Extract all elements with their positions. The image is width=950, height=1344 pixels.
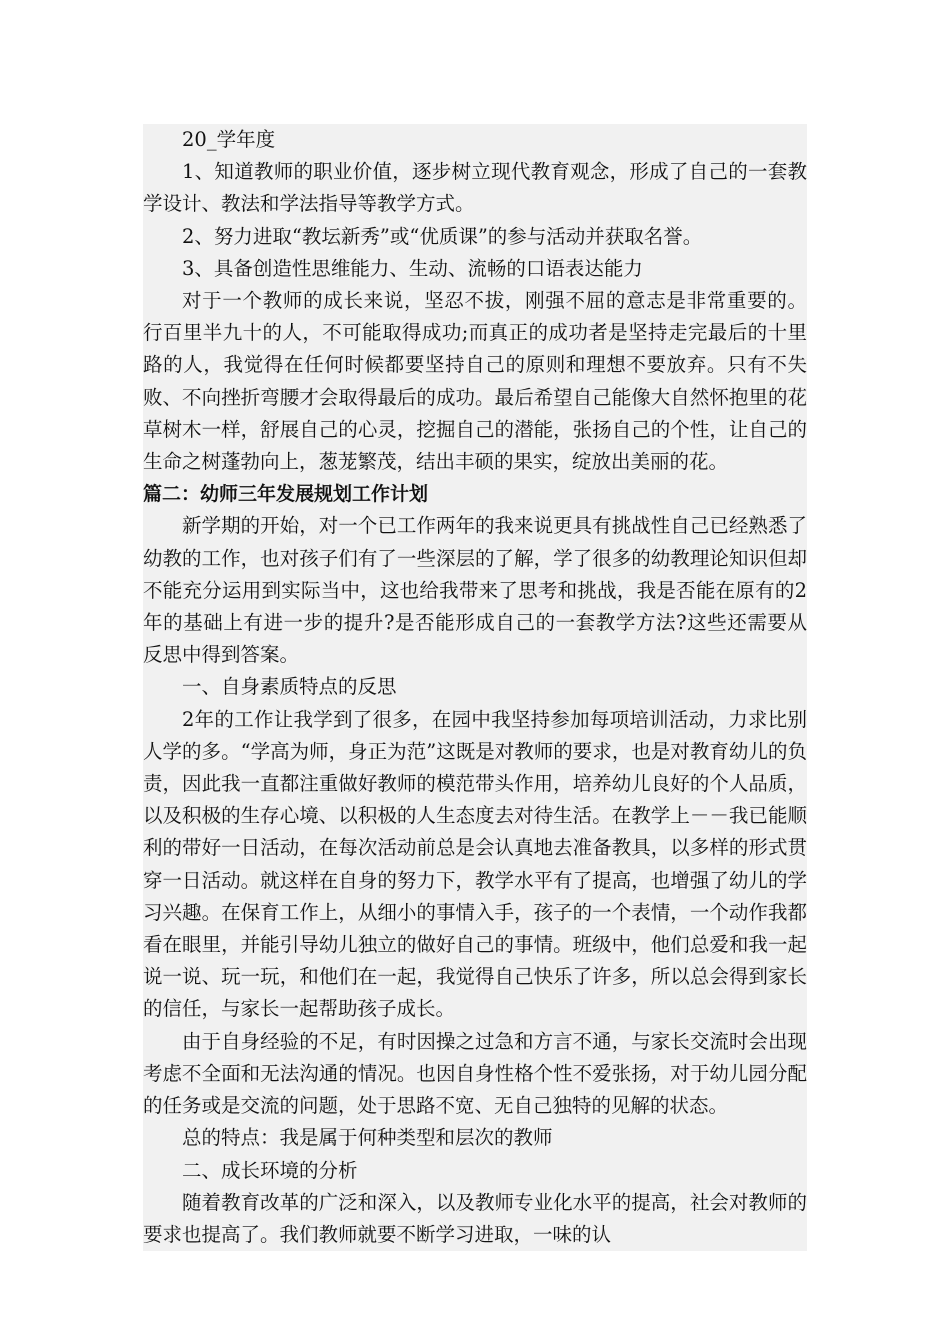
- paragraph-education-reform: 随着教育改革的广泛和深入，以及教师专业化水平的提高，社会对教师的要求也提高了。我们教师就要不断学习进取，一味的认: [143, 1190, 807, 1246]
- paragraph-school-year: 20_学年度: [182, 128, 276, 151]
- paragraph-perseverance: 对于一个教师的成长来说，坚忍不拔，刚强不屈的意志是非常重要的。 行百里半九十的人，不可能取得成功;而真正的成功者是坚持走完最后的十里路的人，我觉得在任何时候都要坚持自己的原则和理想不要放弃。只有不失败、不向挫折弯腰才会取得最后的成功。最后希望自己能像大自然怀抱里的花草树木一样，舒展自己的心灵，挖掘自己的潜能，张扬自己的个性，让自己的生命之树蓬勃向上，葱茏繁茂，结出丰硕的果实，绽放出美丽的花。: [143, 289, 807, 474]
- paragraph-overall-traits: 总的特点：我是属于何种类型和层次的教师: [182, 1126, 553, 1150]
- paragraph-two-years-work: 2年的工作让我学到了很多，在园中我坚持参加每项培训活动，力求比别人学的多。“学高为师，身正为范”这既是对教师的要求，也是对教育幼儿的负责，因此我一直都注重做好教师的模范带头作用，培养幼儿良好的个人品质，以及积极的生存心境、以积极的人生态度去对待生活。在教学上－－我已能顺利的带好一日活动，在每次活动前总是会认真地去准备教具，以多样的形式贯穿一日活动。就这样在自身的努力下，教学水平有了提高，也增强了幼儿的学习兴趣。在保育工作上，从细小的事情入手，孩子的一个表情，一个动作我都看在眼里，并能引导幼儿独立的做好自己的事情。班级中，他们总爱和我一起说一说、玩一玩，和他们在一起，我觉得自己快乐了许多，所以总会得到家长的信任，与家长一起帮助孩子成长。: [143, 707, 807, 1021]
- subheading-growth-environment: 二、成长环境的分析: [182, 1158, 358, 1182]
- paragraph-new-semester: 新学期的开始，对一个已工作两年的我来说更具有挑战性自己已经熟悉了幼教的工作，也对孩子们有了一些深层的了解，学了很多的幼教理论知识但却不能充分运用到实际当中，这也给我带来了思考和挑战，我是否能在原有的2年的基础上有进一步的提升?是否能形成自己的一套教学方法?这些还需要从反思中得到答案。: [143, 514, 807, 667]
- paragraph-goal-2: 2、努力进取“教坛新秀”或“优质课”的参与活动并获取名誉。: [182, 224, 703, 248]
- subheading-self-reflection: 一、自身素质特点的反思: [182, 675, 397, 699]
- paragraph-goal-1: 1、知道教师的职业价值，逐步树立现代教育观念，形成了自己的一套教学设计、教法和学法指导等教学方式。: [143, 160, 807, 216]
- paragraph-goal-3: 3、具备创造性思维能力、生动、流畅的口语表达能力: [182, 256, 643, 280]
- paragraph-shortcomings: 由于自身经验的不足，有时因操之过急和方言不通，与家长交流时会出现考虑不全面和无法沟通的情况。也因自身性格个性不爱张扬，对于幼儿园分配的任务或是交流的问题，处于思路不宽、无自己独特的见解的状态。: [143, 1029, 807, 1118]
- document-body: [143, 124, 807, 1251]
- section-heading: 篇二：幼师三年发展规划工作计划: [143, 483, 429, 506]
